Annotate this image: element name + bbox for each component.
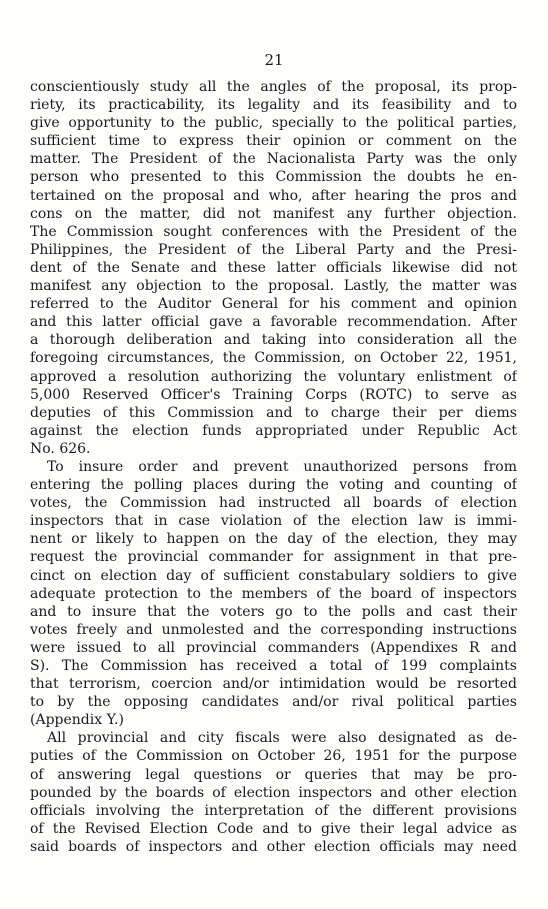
text-line: Philippines, the President of the Liberal Party and the Presi-	[30, 241, 517, 258]
text-line: give opportunity to the public, specially to the political parties,	[30, 115, 517, 132]
text-line: referred to the Auditor General for his comment and opinion	[30, 296, 517, 313]
text-line: officials involving the interpretation of the different provisions	[30, 802, 517, 819]
text-line: of the Revised Election Code and to give their legal advice as	[30, 820, 517, 837]
text-line: S). The Commission has received a total of 199 complaints	[30, 658, 517, 674]
text-line: votes freely and unmolested and the corresponding instructions	[30, 621, 517, 638]
text-line: conscientiously study all the angles of the proposal, its prop-	[30, 79, 517, 95]
body-text	[30, 78, 517, 856]
text-line: votes, the Commission had instructed all boards of election	[30, 495, 517, 512]
text-line: adequate protection to the members of the board of inspectors	[30, 585, 517, 602]
text-line: matter. The President of the Nacionalista Party was the only	[30, 151, 517, 168]
text-line: inspectors that in case violation of the election law is immi-	[30, 513, 517, 530]
text-line: against the election funds appropriated under Republic Act	[30, 422, 517, 439]
text-line: 5,000 Reserved Officer's Training Corps (ROTC) to serve as	[30, 386, 517, 403]
text-line: No. 626.	[30, 440, 91, 457]
text-line: to by the opposing candidates and/or rival political parties	[30, 694, 517, 711]
text-line: foregoing circumstances, the Commission, on October 22, 1951,	[30, 350, 517, 367]
text-line: (Appendix Y.)	[30, 712, 124, 729]
text-line: person who presented to this Commission the doubts he en-	[30, 169, 517, 186]
page-number: 21	[264, 51, 284, 69]
text-line: and this latter official gave a favorable recommendation. After	[30, 314, 517, 331]
text-line: manifest any objection to the proposal. Lastly, the matter was	[30, 278, 517, 295]
text-line: The Commission sought conferences with the President of the	[30, 223, 517, 240]
text-line: of answering legal questions or queries that may be pro-	[30, 766, 517, 783]
text-line: were issued to all provincial commanders (Appendixes R and	[30, 639, 517, 656]
text-line: dent of the Senate and these latter officials likewise did not	[30, 259, 517, 276]
paragraph-start-line: All provincial and city fiscals were also designated as de-	[47, 730, 517, 747]
text-line: a thorough deliberation and taking into consideration all the	[30, 332, 517, 349]
text-line: request the provincial commander for assignment in that pre-	[30, 549, 517, 566]
text-line: said boards of inspectors and other election officials may need	[30, 838, 517, 855]
text-line: and to insure that the voters go to the polls and cast their	[30, 603, 517, 620]
text-line: pounded by the boards of election inspectors and other election	[30, 784, 517, 801]
text-line: cinct on election day of sufficient constabulary soldiers to give	[30, 567, 517, 584]
text-line: that terrorism, coercion and/or intimidation would be resorted	[30, 676, 517, 693]
text-line: nent or likely to happen on the day of the election, they may	[30, 531, 517, 548]
paragraph-start-line: To insure order and prevent unauthorized persons from	[47, 458, 517, 475]
text-line: puties of the Commission on October 26, 1951 for the purpose	[30, 748, 517, 765]
text-line: riety, its practicability, its legality and its feasibility and to	[30, 97, 517, 114]
text-line: cons on the matter, did not manifest any further objection.	[30, 205, 517, 222]
text-line: sufficient time to express their opinion or comment on the	[30, 133, 517, 150]
text-line: deputies of this Commission and to charge their per diems	[30, 404, 517, 421]
text-line: tertained on the proposal and who, after hearing the pros and	[30, 187, 517, 204]
text-line: approved a resolution authorizing the voluntary enlistment of	[30, 368, 517, 385]
text-line: entering the polling places during the voting and counting of	[30, 477, 517, 494]
